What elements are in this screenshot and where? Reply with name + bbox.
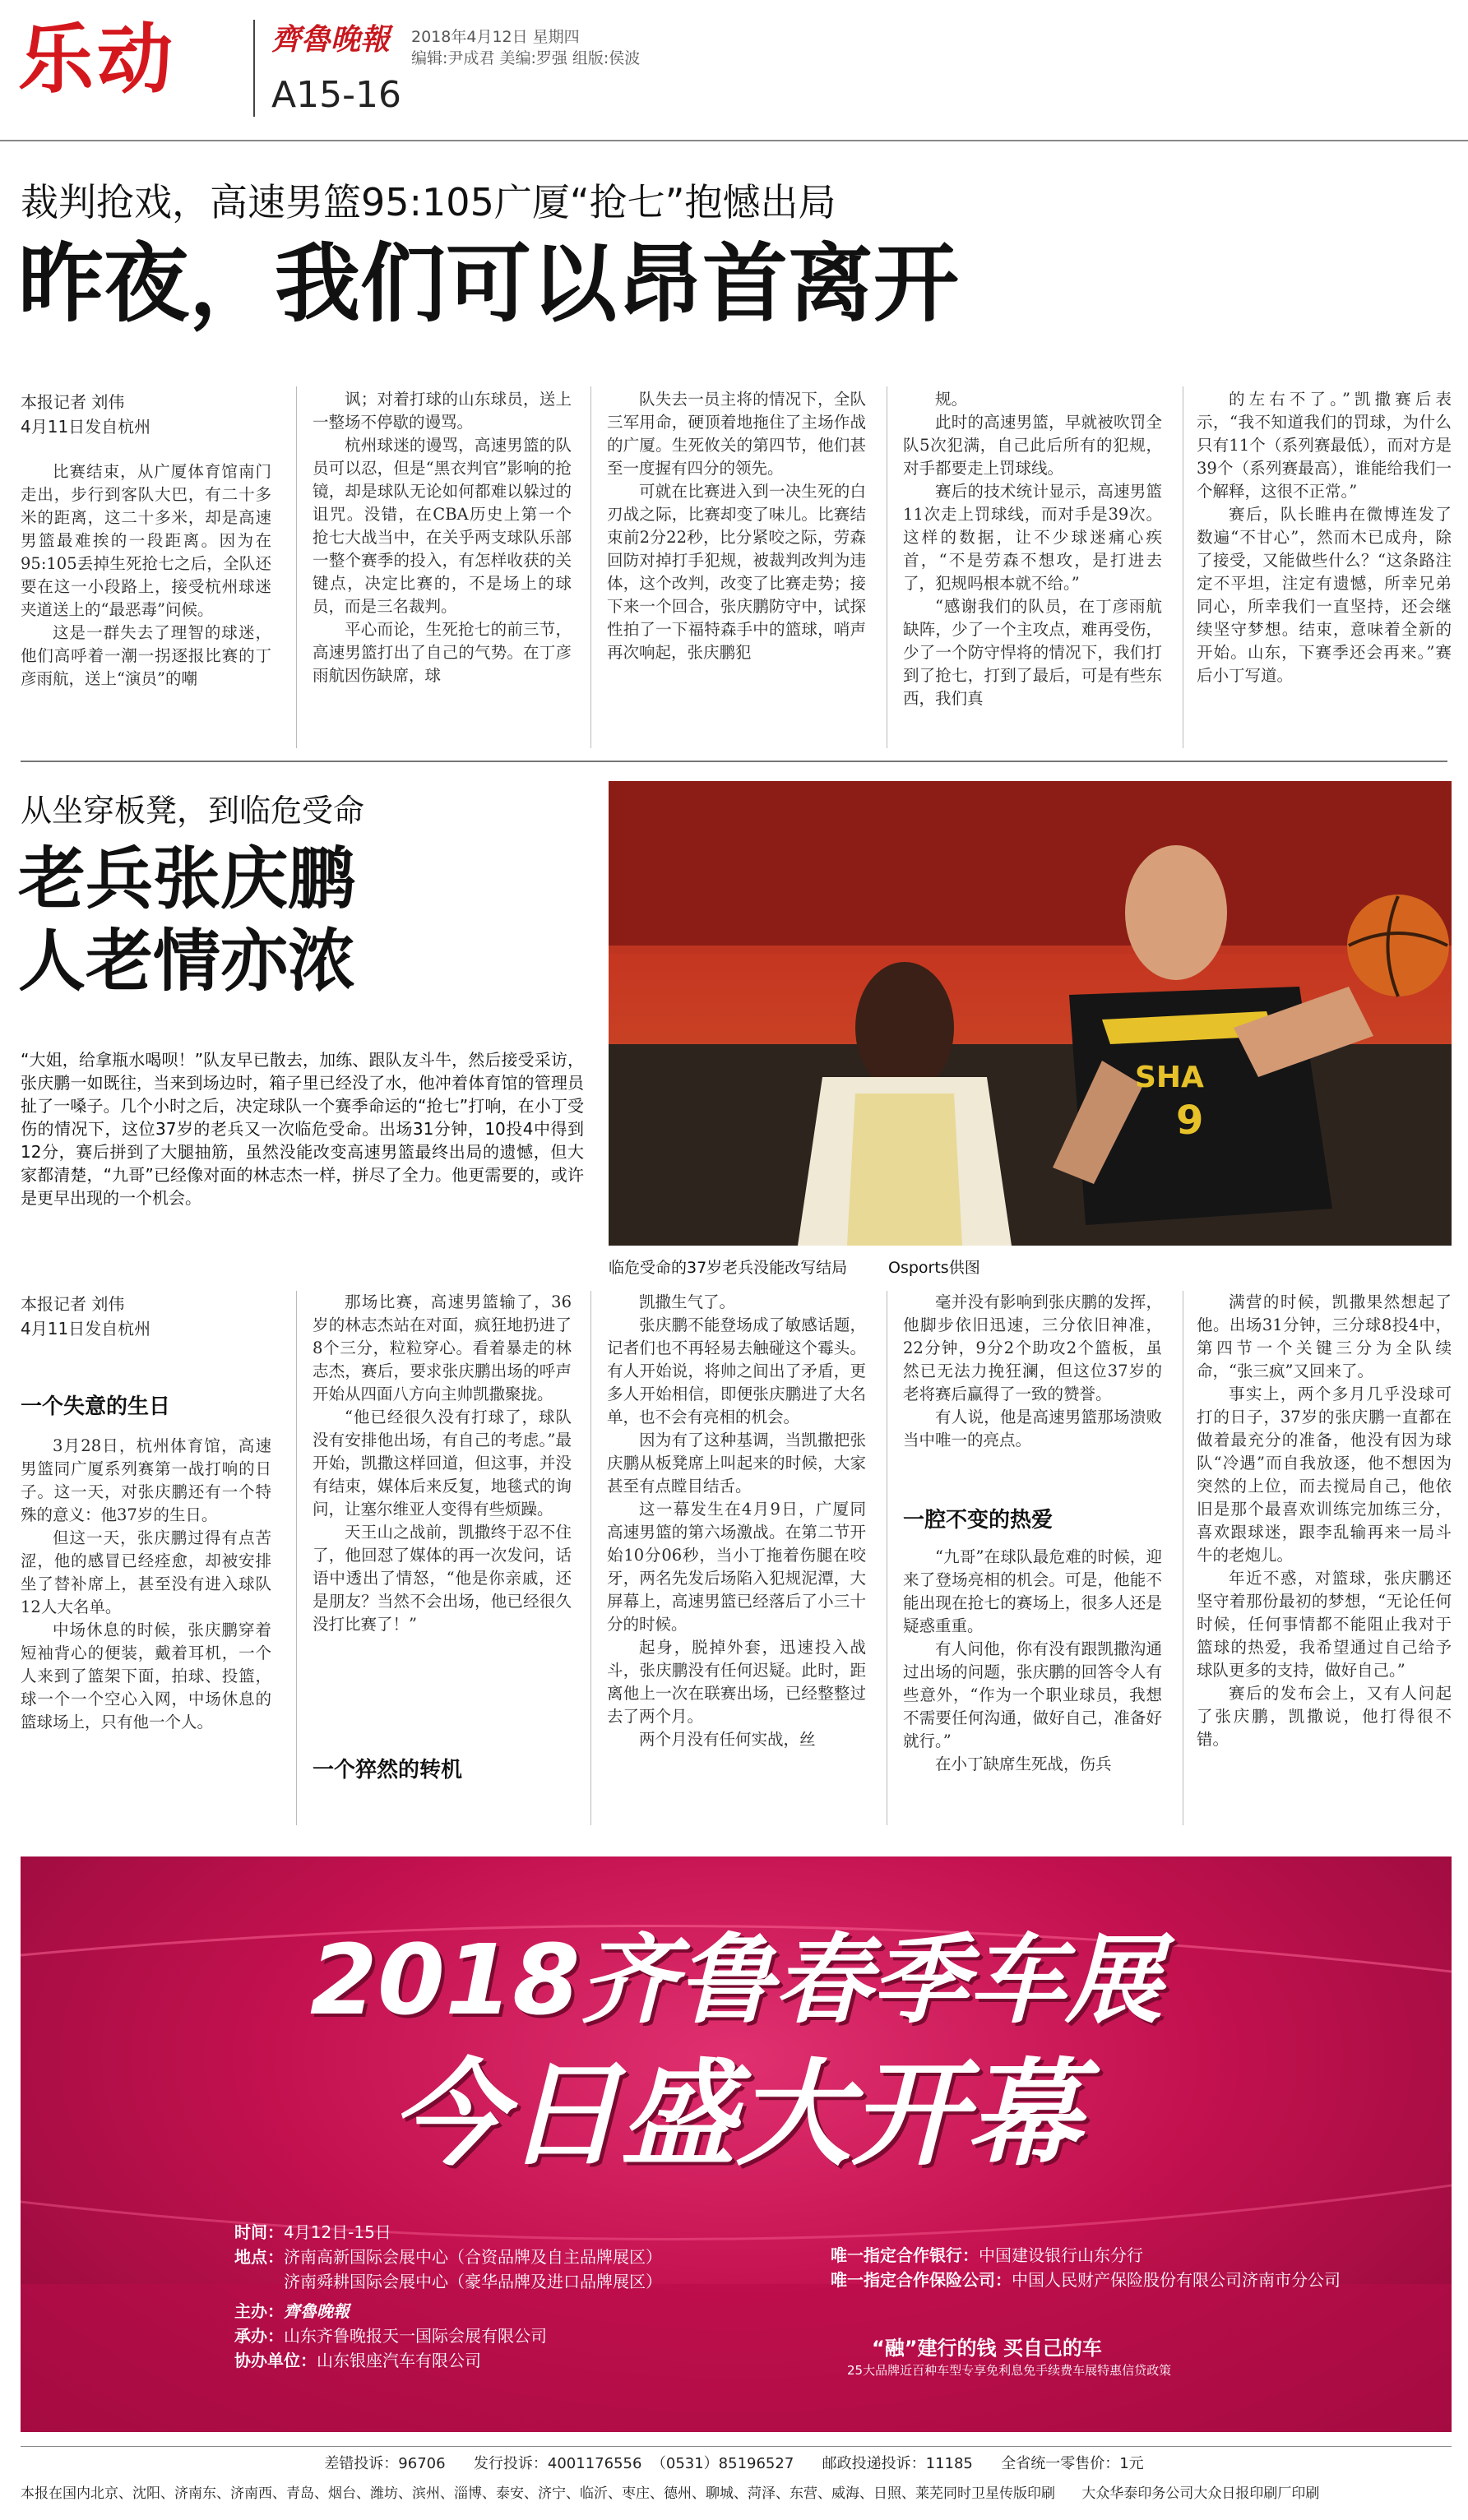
- feature-byline-place: 4月11日发自杭州: [21, 1319, 151, 1339]
- paragraph: 事实上，两个多月几乎没球可打的日子，37岁的张庆鹏一直都在做着最充分的准备，他没有因为球队“冷遇”而自我放逐，他不想因为突然的上位，而去搅局自己，他依旧是那个最喜欢训练完加练三分，喜欢跟球迷，跟李乱输再来一局斗牛的老炮儿。: [1197, 1385, 1452, 1565]
- col-divider: [590, 386, 591, 748]
- paragraph: “他已经很久没有打球了，球队没有安排他出场，有自己的考虑。”最开始，凯撒这样回道，但这事，并没有结束，媒体后来反复，地毯式的询问，让塞尔维亚人变得有些烦躁。: [313, 1408, 572, 1519]
- footer-contact: 差错投诉：96706 发行投诉：4001176556 （0531）85196527 邮政投递投诉：11185 全省统一零售价：1元: [324, 2455, 1144, 2472]
- ad-venue-2: 济南舜耕国际会展中心（豪华品牌及进口品牌展区）: [284, 2272, 662, 2291]
- paragraph: 在小丁缺席生死战，伤兵: [935, 1755, 1112, 1773]
- feature-byline-reporter: 本报记者 刘伟: [21, 1294, 125, 1314]
- ad-time: 时间：4月12日-15日: [234, 2222, 391, 2242]
- feature-column-3: 凯撒生气了。 张庆鹏不能登场成了敏感话题，记者们也不再轻易去触碰这个霉头。有人开始说，将帅之间出了矛盾，更多人开始相信，即便张庆鹏进了大名单，也不会有亮相的机会。 因为有了这种基调，当凯撒把张庆鹏从板凳席上叫起来的时候，大家甚至有点瞠目结舌。 这一幕发生在4月9日，广厦同高速男篮的第六场激战。在第二节开始10分06秒，当小丁拖着伤腿在咬牙，两名先发后场陷入犯规泥潭，大屏幕上，高速男篮已经落后了小三十分的时候。 起身，脱掉外套，迅速投入战斗，张庆鹏没有任何迟疑。此时，距离他上一次在联赛出场，已经整整过去了两个月。 两个月没有任何实战，丝: [607, 1291, 866, 1825]
- ad-insurance: 唯一指定合作保险公司：中国人民财产保险股份有限公司济南市分公司: [831, 2270, 1341, 2290]
- paragraph: 有人说，他是高速男篮那场溃败当中唯一的亮点。: [903, 1408, 1162, 1450]
- footer-rule: [21, 2446, 1452, 2447]
- feature-column-4a: 毫并没有影响到张庆鹏的发挥，他脚步依旧迅速，三分依旧神准，22分钟，9分2个助攻2个篮板，虽然已无法力挽狂澜，但这位37岁的老将赛后赢得了一致的赞誉。 有人说，他是高速男篮那场溃败当中唯一的亮点。: [903, 1291, 1162, 1480]
- feature-column-4b: “九哥”在球队最危难的时候，迎来了登场亮相的机会。可是，他能不能出现在抢七的赛场上，很多人还是疑惑重重。 有人问他，你有没有跟凯撒沟通过出场的问题，张庆鹏的回答令人有些意外，“作为一个职业球员，我想不需要任何沟通，做好自己，准备好就行。” 在小丁缺席生死战，伤兵: [903, 1546, 1162, 1825]
- feature-lead: “大姐，给拿瓶水喝呗！”队友早已散去，加练、跟队友斗牛，然后接受采访，张庆鹏一如既往，当来到场边时，箱子里已经没了水，他冲着体育馆的管理员扯了一嗓子。几个小时之后，决定球队一个赛季命运的“抢七”打响，在小丁受伤的情况下，这位37岁的老兵又一次临危受命。出场31分钟，10投4中得到12分，赛后拼到了大腿抽筋，虽然没能改变高速男篮最终出局的遗憾，但大家都清楚，“九哥”已经像对面的林志杰一样，拼尽了全力。他更需要的，或许是更早出现的一个机会。: [21, 1050, 584, 1208]
- lead-byline-reporter: 本报记者 刘伟: [21, 392, 125, 412]
- date-line: 2018年4月12日 星期四: [411, 28, 580, 46]
- ad-bank: 唯一指定合作银行：中国建设银行山东分行: [831, 2245, 1143, 2265]
- paragraph: 但这一天，张庆鹏过得有点苦涩，他的感冒已经痊愈，却被安排坐了替补席上，甚至没有进入球队12人大名单。: [21, 1528, 271, 1616]
- subhead-love: 一腔不变的热爱: [903, 1508, 1054, 1533]
- feature-headline-1: 老兵张庆鹏: [18, 840, 356, 918]
- ad-co-organizer: 协办单位：山东银座汽车有限公司: [234, 2351, 481, 2370]
- paragraph: 因为有了这种基调，当凯撒把张庆鹏从板凳席上叫起来的时候，大家甚至有点瞠目结舌。: [607, 1431, 866, 1496]
- ad-slogan: “融”建行的钱 买自己的车: [872, 2337, 1102, 2360]
- feature-column-1: 3月28日，杭州体育馆，高速男篮同广厦系列赛第一战打响的日子。这一天，对张庆鹏还有一个特殊的意义：他37岁的生日。 但这一天，张庆鹏过得有点苦涩，他的感冒已经痊愈，却被安排坐了替补席上，甚至没有进入球队12人大名单。 中场休息的时候，张庆鹏穿着短袖背心的便装，戴着耳机，一个人来到了篮架下面，拍球、投篮，球一个一个空心入网，中场休息的篮球场上，只有他一个人。: [21, 1435, 271, 1821]
- col-divider: [296, 386, 297, 748]
- ad-organizer: 承办：山东齐鲁晚报天一国际会展有限公司: [234, 2326, 547, 2346]
- masthead-divider: [253, 20, 255, 117]
- footer-print-info: 本报在国内北京、沈阳、济南东、济南西、青岛、烟台、潍坊、滨州、淄博、泰安、济宁、临沂、枣庄、德州、聊城、菏泽、东营、威海、日照、莱芜同时卫星传版印刷 大众华泰印务公司大众日报印刷厂印刷: [21, 2485, 1320, 2502]
- lead-kicker: 裁判抢戏，高速男篮95:105广厦“抢七”抱憾出局: [21, 180, 836, 224]
- paragraph: 张庆鹏不能登场成了敏感话题，记者们也不再轻易去触碰这个霉头。有人开始说，将帅之间出了矛盾，更多人开始相信，即便张庆鹏进了大名单，也不会有亮相的机会。: [607, 1315, 866, 1426]
- jersey-text: SHA: [1135, 1061, 1204, 1094]
- paragraph: 天王山之战前，凯撒终于忍不住了，他回怼了媒体的再一次发问，话语中透出了情怒，“他是你亲戚，还是朋友？当然不会出场，他已经很久没打比赛了！”: [313, 1523, 572, 1634]
- masthead-rule: [0, 140, 1468, 141]
- lead-column-2: 讽；对着打球的山东球员，送上一整场不停歇的谩骂。 杭州球迷的谩骂，高速男篮的队员可以忍，但是“黑衣判官”影响的抢镜，却是球队无论如何都难以躲过的诅咒。没错，在CBA历史上第一个抢七大战当中，在关乎两支球队乐部一整个赛季的投入，有怎样收获的关键点，决定比赛的，不是场上的球员，而是三名裁判。 平心而论，生死抢七的前三节，高速男篮打出了自己的气势。在丁彦雨航因伤缺席，球: [313, 388, 572, 750]
- feature-column-2: 那场比赛，高速男篮输了，36岁的林志杰站在对面，疯狂地扔进了8个三分，粒粒穿心。看着暴走的林志杰，赛后，要求张庆鹏出场的呼声开始从四面八方向主帅凯撒聚拢。 “他已经很久没有打球了，球队没有安排他出场，有自己的考虑。”最开始，凯撒这样回道，但这事，并没有结束，媒体后来反复，地毯式的询问，让塞尔维亚人变得有些烦躁。 天王山之战前，凯撒终于忍不住了，他回怼了媒体的再一次发问，话语中透出了情怒，“他是你亲戚，还是朋友？当然不会出场，他已经很久没打比赛了！”: [313, 1291, 572, 1739]
- lead-byline-place: 4月11日发自杭州: [21, 417, 151, 437]
- jersey-number: 9: [1176, 1098, 1204, 1144]
- ad-host: 主办：齊魯晚報: [234, 2301, 350, 2321]
- lead-column-4: 规。 此时的高速男篮，早就被吹罚全队5次犯满，自己此后所有的犯规，对手都要走上罚球线。 赛后的技术统计显示，高速男篮11次走上罚球线，而对手是39次。这样的数据，让不少球迷痛心疾首，“不是劳森不想攻，是打进去了，犯规吗根本就不给。” “感谢我们的队员，在丁彦雨航缺阵，少了一个主攻点，难再受伤，少了一个防守悍将的情况下，我们打到了抢七，打到了最后，可是有些东西，我们真: [903, 388, 1162, 750]
- lead-column-5: 的左右不了。”凯撒赛后表示，“我不知道我们的罚球，为什么只有11个（系列赛最低），而对方是39个（系列赛最高），谁能给我们一个解释，这很不正常。” 赛后，队长睢冉在微博连发了数遍“不甘心”，然而木已成舟，除了接受，又能做些什么？“这条路注定不平坦，注定有遗憾，所幸兄弟同心，所幸我们一直坚持，还会继续坚守梦想。结束，意味着全新的开始。山东，下赛季还会再来。”赛后小丁写道。: [1197, 388, 1452, 750]
- paragraph: 平心而论，生死抢七的前三节，高速男篮打出了自己的气势。在丁彦雨航因伤缺席，球: [313, 620, 572, 685]
- paragraph: 年近不惑，对篮球，张庆鹏还坚守着那份最初的梦想，“无论任何时候，任何事情都不能阻止我对于篮球的热爱，我希望通过自己给予球队更多的支持，做好自己。”: [1197, 1569, 1452, 1680]
- paragraph: 赛后，队长睢冉在微博连发了数遍“不甘心”，然而木已成舟，除了接受，又能做些什么？“这条路注定不平坦，注定有遗憾，所幸兄弟同心，所幸我们一直坚持，还会继续坚守梦想。结束，意味着全新的开始。山东，下赛季还会再来。”赛后小丁写道。: [1197, 505, 1452, 685]
- col-divider: [296, 1291, 297, 1825]
- paragraph: 赛后的发布会上，又有人问起了张庆鹏，凯撒说，他打得很不错。: [1197, 1684, 1452, 1749]
- page-number: A15-16: [271, 74, 401, 116]
- paragraph: 这是一群失去了理智的球迷，他们高呼着一潮一拐逐报比赛的丁彦雨航，送上“演员”的嘲: [21, 623, 271, 688]
- paragraph: 可就在比赛进入到一决生死的白刃战之际，比赛却变了味儿。比赛结束前2分22秒，比分紧咬之际，劳森回防对掉打手犯规，被裁判改判为违体，这个改判，改变了比赛走势；接下来一个回合，张庆鹏防守中，试探性拍了一下福特森手中的篮球，哨声再次响起，张庆鹏犯: [607, 482, 866, 662]
- paragraph: 此时的高速男篮，早就被吹罚全队5次犯满，自己此后所有的犯规，对手都要走上罚球线。: [903, 413, 1162, 478]
- ad-venue-1: 地点：济南高新国际会展中心（合资品牌及自主品牌展区）: [234, 2247, 662, 2267]
- paragraph: 有人问他，你有没有跟凯撒沟通过出场的问题，张庆鹏的回答令人有些意外，“作为一个职业球员，我想不需要任何沟通，做好自己，准备好就行。”: [903, 1639, 1162, 1750]
- paragraph: 两个月没有任何实战，丝: [639, 1730, 816, 1749]
- ad-title-1: 2018齐鲁春季车展: [309, 1923, 1163, 2037]
- paragraph: 赛后的技术统计显示，高速男篮11次走上罚球线，而对手是39次。这样的数据，让不少球迷痛心疾首，“不是劳森不想攻，是打进去了，犯规吗根本就不给。”: [903, 482, 1162, 593]
- photo-illustration: [609, 781, 1452, 1246]
- feature-photo: [609, 781, 1452, 1246]
- editors-line: 编辑:尹成君 美编:罗强 组版:侯波: [411, 49, 641, 67]
- photo-caption: 临危受命的37岁老兵没能改写结局: [609, 1259, 848, 1277]
- photo-credit: Osports供图: [888, 1259, 980, 1277]
- paragraph: 中场休息的时候，张庆鹏穿着短袖背心的便装，戴着耳机，一个人来到了篮架下面，拍球、投篮，球一个一个空心入网，中场休息的篮球场上，只有他一个人。: [21, 1621, 271, 1732]
- section-title: 乐动: [18, 16, 177, 104]
- section-rule: [21, 761, 1447, 762]
- paper-logo: 齊魯晚報: [271, 22, 391, 57]
- feature-kicker: 从坐穿板凳，到临危受命: [21, 793, 365, 829]
- paragraph: 起身，脱掉外套，迅速投入战斗，张庆鹏没有任何迟疑。此时，距离他上一次在联赛出场，已经整整过去了两个月。: [607, 1638, 866, 1726]
- lead-headline: 昨夜，我们可以昂首离开: [18, 234, 960, 334]
- ad-title-2: 今日盛大开幕: [390, 2048, 1081, 2182]
- auto-show-ad: [21, 1856, 1452, 2432]
- col-divider: [590, 1291, 591, 1825]
- subhead-birthday: 一个失意的生日: [21, 1394, 171, 1419]
- paragraph: 杭州球迷的谩骂，高速男篮的队员可以忍，但是“黑衣判官”影响的抢镜，却是球队无论如何都难以躲过的诅咒。没错，在CBA历史上第一个抢七大战当中，在关乎两支球队乐部一整个赛季的投入，有怎样收获的关键点，决定比赛的，不是场上的球员，而是三名裁判。: [313, 436, 572, 616]
- paragraph: 这一幕发生在4月9日，广厦同高速男篮的第六场激战。在第二节开始10分06秒，当小丁拖着伤腿在咬牙，两名先发后场陷入犯规泥潭，大屏幕上，高速男篮已经落后了小三十分的时候。: [607, 1500, 866, 1634]
- subhead-turn: 一个猝然的转机: [313, 1758, 463, 1782]
- feature-headline-2: 人老情亦浓: [18, 922, 356, 1001]
- feature-column-5: 满营的时候，凯撒果然想起了他。出场31分钟，三分球8投4中，第四节一个关键三分为全队续命，“张三疯”又回来了。 事实上，两个多月几乎没球可打的日子，37岁的张庆鹏一直都在做着最充分的准备，他没有因为球队“冷遇”而自我放逐，他不想因为突然的上位，而去搅局自己，他依旧是那个最喜欢训练完加练三分，喜欢跟球迷，跟李乱输再来一局斗牛的老炮儿。 年近不惑，对篮球，张庆鹏还坚守着那份最初的梦想，“无论任何时候，任何事情都不能阻止我对于篮球的热爱，我希望通过自己给予球队更多的支持，做好自己。” 赛后的发布会上，又有人问起了张庆鹏，凯撒说，他打得很不错。: [1197, 1291, 1452, 1825]
- lead-column-1: 比赛结束，从广厦体育馆南门走出，步行到客队大巴，有二十多米的距离，这二十多米，却是高速男篮最难挨的一段距离。因为在95:105丢掉生死抢七之后，全队还要在这一小段路上，接受杭州球迷夹道送上的“最恶毒”问候。 这是一群失去了理智的球迷，他们高呼着一潮一拐逐报比赛的丁彦雨航，送上“演员”的嘲: [21, 460, 271, 744]
- paragraph: “感谢我们的队员，在丁彦雨航缺阵，少了一个主攻点，难再受伤，少了一个防守悍将的情况下，我们打到了抢七，打到了最后，可是有些东西，我们真: [903, 597, 1162, 708]
- ad-slogan-sub: 25大品牌近百种车型专享免利息免手续费车展特惠信贷政策: [847, 2363, 1172, 2378]
- lead-column-3: 队失去一员主将的情况下，全队三军用命，硬顶着地拖住了主场作战的广厦。生死攸关的第四节，他们甚至一度握有四分的领先。 可就在比赛进入到一决生死的白刃战之际，比赛却变了味儿。比赛结束前2分22秒，比分紧咬之际，劳森回防对掉打手犯规，被裁判改判为违体，这个改判，改变了比赛走势；接下来一个回合，张庆鹏防守中，试探性拍了一下福特森手中的篮球，哨声再次响起，张庆鹏犯: [607, 388, 866, 750]
